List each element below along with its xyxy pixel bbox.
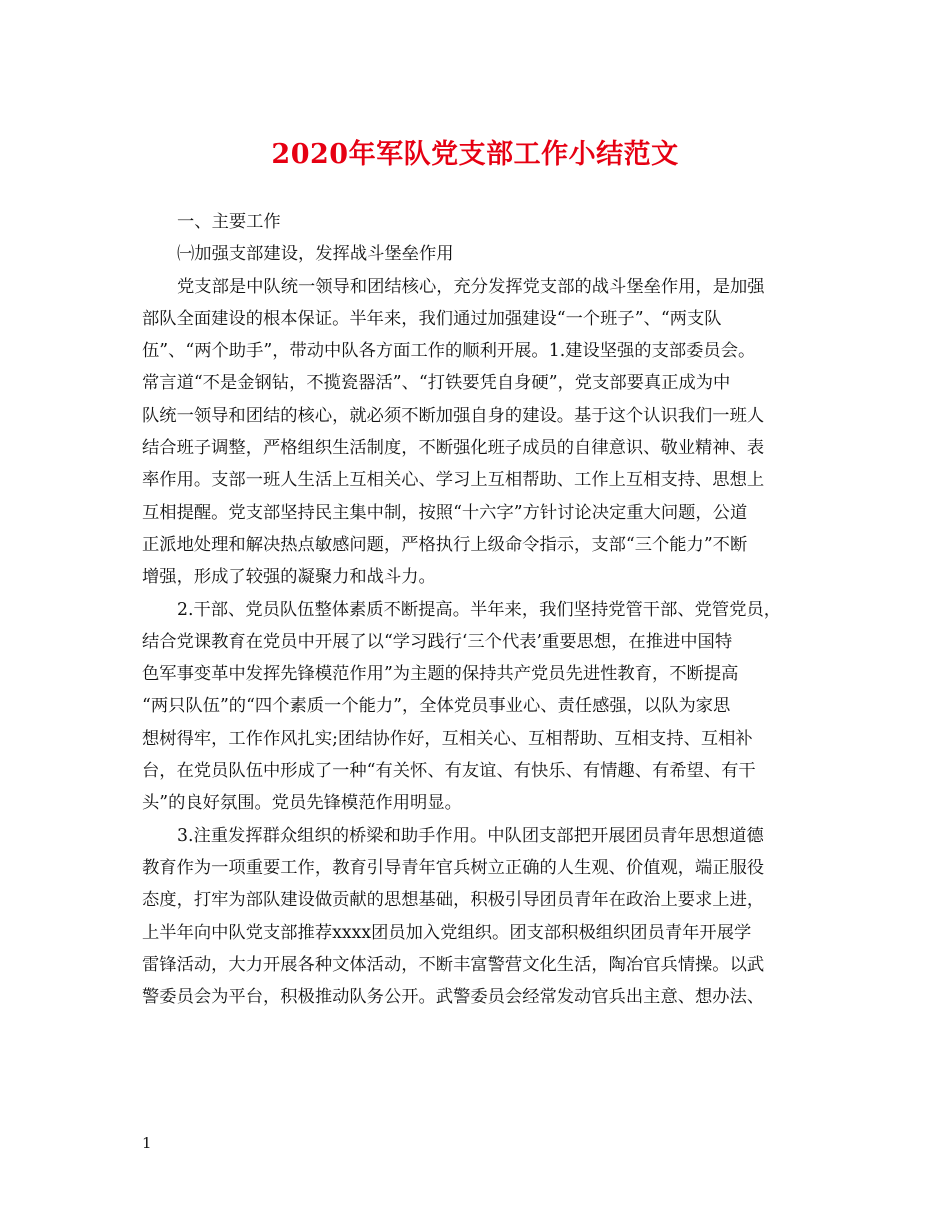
text-line: 警委员会为平台，积极推动队务公开。武警委员会经常发动官兵出主意、想办法、 — [142, 987, 765, 1008]
text-line: 雷锋活动，大力开展各种文体活动，不断丰富警营文化生活，陶冶官兵情操。以武 — [142, 954, 765, 975]
text-line: 伍”、“两个助手”，带动中队各方面工作的顺利开展。1.建设坚强的支部委员会。 — [142, 341, 756, 362]
document-body — [142, 206, 812, 1013]
text-line: 2.干部、党员队伍整体素质不断提高。半年来，我们坚持党管干部、党管党员， — [177, 599, 782, 620]
text-line: 常言道“不是金钢钻，不揽瓷器活”、“打铁要凭自身硬”，党支部要真正成为中 — [142, 373, 731, 394]
text-line: “两只队伍”的“四个素质一个能力”，全体党员事业心、责任感强，以队为家思 — [142, 696, 731, 717]
text-line: 队统一领导和团结的核心，就必须不断加强自身的建设。基于这个认识我们一班人 — [142, 405, 765, 426]
text-line: 互相提醒。党支部坚持民主集中制，按照“十六字”方针讨论决定重大问题，公道 — [142, 502, 748, 523]
text-line: 党支部是中队统一领导和团结核心，充分发挥党支部的战斗堡垒作用，是加强 — [177, 276, 765, 297]
text-line: 上半年向中队党支部推荐xxxx团员加入党组织。团支部积极组织团员青年开展学 — [142, 922, 752, 943]
text-line: 台，在党员队伍中形成了一种“有关怀、有友谊、有快乐、有情趣、有希望、有干 — [142, 761, 756, 782]
text-line: 色军事变革中发挥先锋模范作用”为主题的保持共产党员先进性教育，不断提高 — [142, 664, 739, 685]
document-title: 2020年军队党支部工作小结范文 — [271, 139, 679, 170]
page-number: 1 — [142, 1134, 152, 1152]
text-line: 结合党课教育在党员中开展了以“学习践行‘三个代表’重要思想，在推进中国特 — [142, 631, 733, 652]
text-line: 一、主要工作 — [177, 212, 281, 232]
text-line: 结合班子调整，严格组织生活制度，不断强化班子成员的自律意识、敬业精神、表 — [142, 438, 765, 459]
text-line: 教育作为一项重要工作，教育引导青年官兵树立正确的人生观、价值观，端正服役 — [142, 857, 765, 878]
text-line: 增强，形成了较强的凝聚力和战斗力。 — [142, 567, 436, 588]
text-line: 头”的良好氛围。党员先锋模范作用明显。 — [142, 793, 462, 814]
text-line: 正派地处理和解决热点敏感问题，严格执行上级命令指示，支部“三个能力”不断 — [142, 534, 748, 555]
text-line: 想树得牢，工作作风扎实;团结协作好，互相关心、互相帮助、互相支持、互相补 — [142, 728, 753, 749]
text-line: ㈠加强支部建设，发挥战斗堡垒作用 — [177, 244, 454, 265]
text-line: 部队全面建设的根本保证。半年来，我们通过加强建设“一个班子”、“两支队 — [142, 308, 722, 329]
text-line: 态度，打牢为部队建设做贡献的思想基础，积极引导团员青年在政治上要求上进， — [142, 890, 765, 911]
text-line: 率作用。支部一班人生活上互相关心、学习上互相帮助、工作上互相支持、思想上 — [142, 470, 765, 491]
text-line: 3.注重发挥群众组织的桥梁和助手作用。中队团支部把开展团员青年思想道德 — [177, 825, 764, 846]
